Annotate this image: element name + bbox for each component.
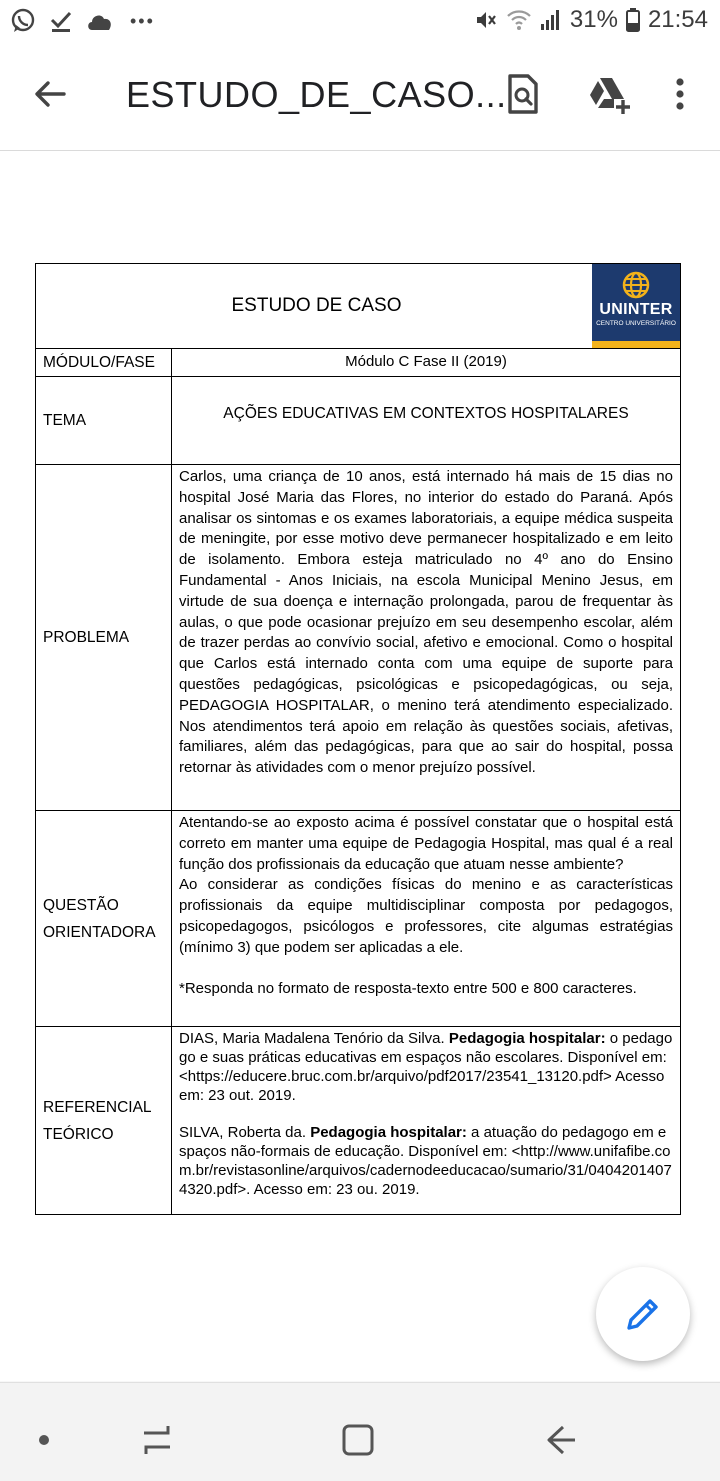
questao-label-line1: QUESTÃO: [43, 896, 119, 914]
clock: 21:54: [647, 6, 708, 33]
case-study-heading: ESTUDO DE CASO: [231, 294, 402, 316]
questao-paragraph-1: Atentando-se ao exposto acima é possível constatar que o hospital está correto em manter uma equipe de Pedagogia Hospital, mas qual é a real função dos profissionais da educação que atuam nesse ambiente?: [179, 814, 673, 873]
recent-apps-icon[interactable]: [140, 1423, 174, 1457]
tema-label: TEMA: [36, 377, 172, 465]
uninter-logo: [592, 264, 680, 348]
header-cell: [36, 264, 681, 349]
logo-subtext: CENTRO UNIVERSITÁRIO: [596, 320, 676, 327]
reference-2-author: SILVA, Roberta da.: [179, 1124, 311, 1141]
search-document-icon[interactable]: [502, 72, 542, 116]
signal-icon: [540, 9, 562, 31]
document-title: ESTUDO_DE_CASO...: [126, 74, 507, 115]
referencial-label-line1: REFERENCIAL: [43, 1098, 152, 1116]
logo-accent-bar: [592, 341, 680, 348]
add-to-drive-icon[interactable]: [586, 72, 632, 116]
reference-1-title: Pedagogia hospitalar:: [448, 1030, 606, 1047]
problema-label: PROBLEMA: [36, 465, 172, 811]
app-bar: [0, 44, 720, 151]
questao-label-line2: ORIENTADORA: [43, 923, 156, 941]
header-row: [36, 264, 681, 349]
questao-row: [36, 811, 681, 1027]
modulo-label: MÓDULO/FASE: [36, 349, 172, 377]
modulo-row: [36, 349, 681, 377]
questao-note: *Responda no formato de resposta-texto entre 500 e 800 caracteres.: [179, 979, 637, 997]
reference-2: [179, 1123, 673, 1199]
tema-value: AÇÕES EDUCATIVAS EM CONTEXTOS HOSPITALARES: [172, 377, 681, 465]
back-icon[interactable]: [543, 1423, 577, 1457]
wifi-icon: [506, 9, 532, 31]
referencial-label: [36, 1027, 172, 1215]
edit-fab-button[interactable]: [596, 1267, 690, 1361]
back-arrow-icon[interactable]: [30, 74, 70, 114]
system-nav-bar: [0, 1382, 720, 1481]
overflow-notifications: •••: [130, 10, 155, 31]
logo-name: UNINTER: [599, 301, 673, 318]
referencial-label-line2: TEÓRICO: [43, 1125, 114, 1143]
more-vert-icon[interactable]: [670, 72, 690, 116]
home-icon[interactable]: [341, 1423, 375, 1457]
referencial-text: [172, 1027, 681, 1215]
whatsapp-icon: [10, 8, 36, 34]
tema-row: [36, 377, 681, 465]
document-viewer[interactable]: [0, 151, 720, 1381]
battery-icon: [626, 8, 640, 32]
questao-paragraph-2: Ao considerar as condições físicas do menino e as características profissionais da equipe multidisciplinar composta por pedagogos, psicopedagogos, psicólogos e professores, cite algumas estratégias (mínimo 3) que podem ser aplicadas a ele.: [179, 876, 673, 956]
questao-text: [172, 811, 681, 1027]
mute-icon: [474, 8, 498, 32]
cloud-icon: [86, 10, 114, 32]
reference-1-rest: o pedagogo e suas práticas educativas em espaços não escolares. Disponível em: <https://educere.bruc.com.br/arquivo/pdf2017/23541_13120.pdf> Acesso em: 23 out. 2019.: [179, 1030, 673, 1104]
download-done-icon: [48, 8, 74, 34]
pencil-icon: [623, 1294, 663, 1334]
battery-percent: 31%: [569, 6, 618, 33]
reference-2-rest: a atuação do pedagogo em espaços não-formais de educação. Disponível em: <http://www.unifafibe.com.br/revistasonline/arquivos/cadernodeeducacao/sumario/31/04042014074320.pdf>. Acesso em: 23 ou. 2019.: [179, 1124, 672, 1198]
nav-dot-icon[interactable]: [37, 1433, 51, 1447]
status-bar: [0, 0, 720, 44]
globe-icon: [621, 270, 651, 300]
case-study-table: [35, 263, 681, 1215]
reference-2-title: Pedagogia hospitalar:: [310, 1124, 467, 1141]
reference-1: [179, 1029, 673, 1105]
problema-text: Carlos, uma criança de 10 anos, está internado há mais de 15 dias no hospital José Maria das Flores, no interior do estado do Paraná. Após analisar os sintomas e os exames laboratoriais, a equipe médica suspeita de meningite, por esse motivo deve permanecer hospitalizado e em leito de isolamento. Embora esteja matriculado no 4º ano do Ensino Fundamental - Anos Iniciais, na escola Municipal Menino Jesus, em virtude de sua doença e internação prolongada, parou de frequentar às aulas, o que pode ocasionar prejuízo em seu desempenho escolar, além de trazer perdas ao convívio social, afetivo e emocional. Como o hospital que Carlos está internado conta com uma equipe de suporte para questões pedagógicas, psicológicas e psicopedagógicas, ou seja, PEDAGOGIA HOSPITALAR, o menino terá atendimento especializado. Nos atendimentos terá apoio em relação às questões sociais, afetivas, familiares, além das pedagógicas, para que ao sair do hospital, possa retornar às atividades com o menor prejuízo possível.: [172, 465, 681, 811]
questao-label: [36, 811, 172, 1027]
referencial-row: [36, 1027, 681, 1215]
modulo-value: Módulo C Fase II (2019): [172, 349, 681, 377]
reference-1-author: DIAS, Maria Madalena Tenório da Silva.: [179, 1030, 449, 1047]
problema-row: [36, 465, 681, 811]
